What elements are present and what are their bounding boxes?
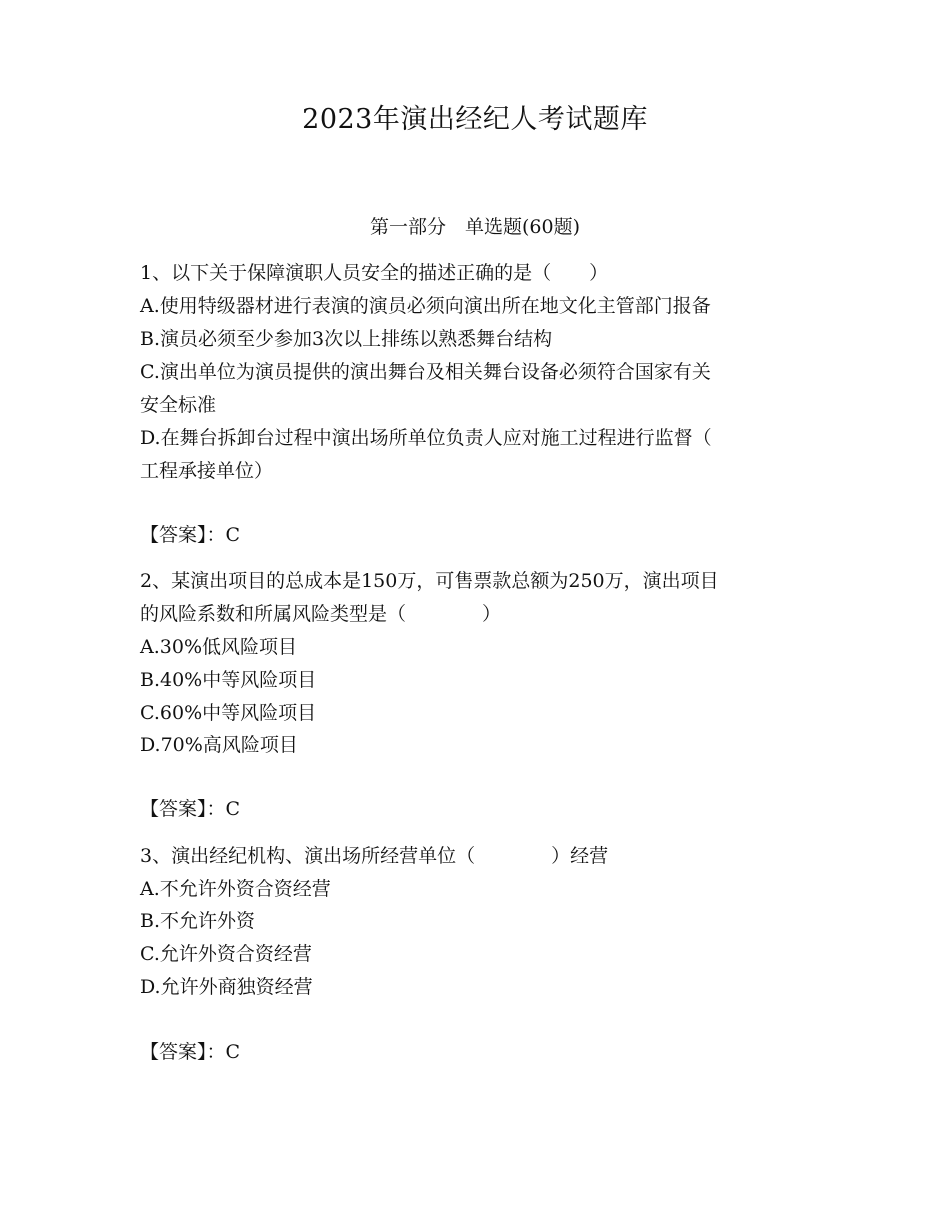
question-1-option-b: B.演员必须至少参加3次以上排练以熟悉舞台结构 — [140, 328, 553, 350]
question-3-stem: 3、演出经纪机构、演出场所经营单位（ ）经营 — [140, 845, 609, 867]
question-3-option-b: B.不允许外资 — [140, 910, 256, 932]
question-1-option-c-continued: 安全标准 — [140, 394, 217, 416]
question-2-option-c: C.60%中等风险项目 — [140, 702, 317, 724]
question-2-option-b: B.40%中等风险项目 — [140, 669, 317, 691]
question-1-option-c: C.演出单位为演员提供的演出舞台及相关舞台设备必须符合国家有关 — [140, 361, 711, 383]
question-1-option-a: A.使用特级器材进行表演的演员必须向演出所在地文化主管部门报备 — [140, 295, 711, 317]
question-2-option-d: D.70%高风险项目 — [140, 734, 298, 756]
question-3-answer: 【答案】：C — [140, 1041, 241, 1063]
question-3-option-d: D.允许外商独资经营 — [140, 976, 313, 998]
section-heading: 第一部分 单选题(60题) — [369, 216, 580, 238]
question-3-option-c: C.允许外资合资经营 — [140, 943, 312, 965]
question-2-answer: 【答案】：C — [140, 798, 241, 820]
question-1-stem: 1、以下关于保障演职人员安全的描述正确的是（ ） — [140, 262, 609, 284]
question-3-option-a: A.不允许外资合资经营 — [140, 878, 331, 900]
question-2-option-a: A.30%低风险项目 — [140, 636, 297, 658]
document-title: 2023年演出经纪人考试题库 — [302, 104, 648, 135]
question-1-option-d-continued: 工程承接单位） — [140, 460, 274, 482]
question-1-answer: 【答案】：C — [140, 524, 241, 546]
question-2-stem: 2、某演出项目的总成本是150万，可售票款总额为250万，演出项目 — [140, 570, 719, 592]
question-1-option-d: D.在舞台拆卸台过程中演出场所单位负责人应对施工过程进行监督（ — [140, 427, 712, 449]
question-2-stem-continued: 的风险系数和所属风险类型是（ ） — [140, 603, 502, 625]
